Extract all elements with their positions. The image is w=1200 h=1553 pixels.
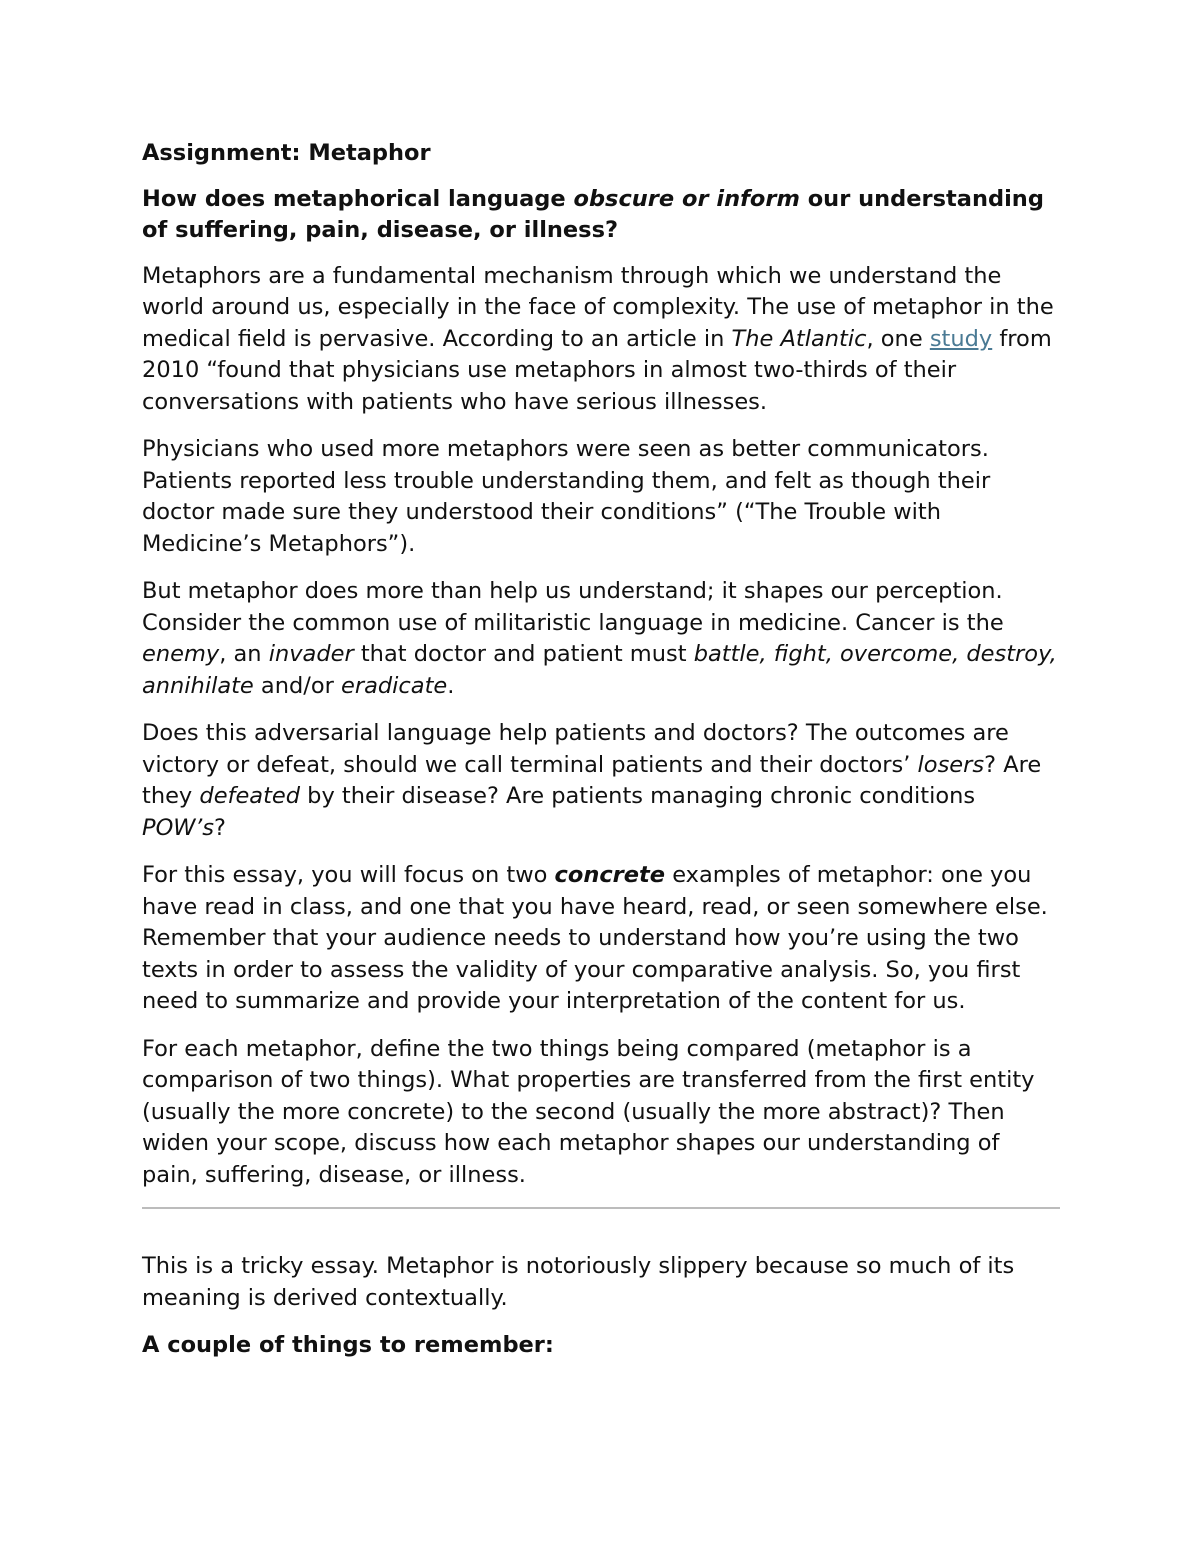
question-emphasis: obscure or inform <box>573 185 800 212</box>
p4-text-3: by their disease? Are patients managing chronic conditions <box>300 783 976 809</box>
p1-text-2: , one <box>866 325 930 352</box>
things-to-remember-heading: A couple of things to remember: <box>142 1332 554 1358</box>
p3-text-1: But metaphor does more than help us understand; it shapes our perception. Consider the common use of militaristic language in medicine. Cancer is the <box>142 578 1004 636</box>
p4-text-1: Does this adversarial language help patients and doctors? The outcomes are victory or defeat, should we call terminal patients and their doctors’ <box>142 720 1009 778</box>
p5-text-2: examples of metaphor: one you have read in class, and one that you have heard, read, or seen somewhere else. Remember that your audience needs to understand how you’re using the two texts in order to assess the validity of your comparative analysis. So, you first need to summarize and provide your interpretation of the content for us. <box>142 862 1048 1014</box>
term-enemy: enemy <box>142 641 220 667</box>
p5-text-1: For this essay, you will focus on two <box>142 862 555 888</box>
term-pows: POW’s <box>142 814 215 841</box>
paragraph-define-comparison: For each metaphor, define the two things being compared (metaphor is a comparison of two things). What properties are transferred from the first entity (usually the more concrete) to the second (usually the more abstract)? Then widen your scope, discuss how each metaphor shapes our understanding of pain, suffering, disease, or illness. <box>142 1035 1035 1188</box>
paragraph-militaristic-language <box>142 576 1060 702</box>
essay-question <box>142 184 1060 247</box>
paragraph-metaphors-intro <box>142 261 1060 419</box>
term-losers: losers <box>917 751 985 778</box>
question-text-2: our understanding of suffering, pain, disease, or illness? <box>142 185 1044 243</box>
paragraph-tricky-essay: This is a tricky essay. Metaphor is notoriously slippery because so much of its meaning is derived contextually. <box>142 1253 1015 1311</box>
question-text-1: How does metaphorical language <box>142 185 574 212</box>
paragraph-adversarial-language <box>142 718 1060 844</box>
paragraph-physicians: Physicians who used more metaphors were seen as better communicators. Patients reported less trouble understanding them, and felt as though their doctor made sure they understood their conditions” (“The Trouble with Medicine’s Metaphors”). <box>142 436 991 557</box>
p3-text-3: that doctor and patient must <box>353 641 694 667</box>
term-concrete: concrete <box>554 862 666 888</box>
p3-text-4: and/or <box>253 672 342 699</box>
p1-text-3: from 2010 “found that physicians use metaphors in almost two-thirds of their conversations with patients who have serious illnesses. <box>142 325 1052 415</box>
p1-text-1: Metaphors are a fundamental mechanism through which we understand the world around us, especially in the face of complexity. The use of metaphor in the medical field is pervasive. According to an article in <box>142 262 1054 352</box>
p3-text-5: . <box>447 672 455 699</box>
p4-text-4: ? <box>214 814 226 841</box>
p4-text-2: ? Are they <box>142 751 1042 809</box>
p3-text-2: , an <box>219 641 269 667</box>
term-verbs: battle, fight, overcome, destroy, annihilate <box>142 641 1057 699</box>
source-title: The Atlantic <box>731 325 867 352</box>
horizontal-divider <box>142 1207 1060 1209</box>
paragraph-essay-focus <box>142 860 1060 1018</box>
document-page <box>142 138 1060 1378</box>
term-defeated: defeated <box>199 783 301 809</box>
term-eradicate: eradicate <box>341 672 448 699</box>
study-link[interactable]: study <box>929 325 993 352</box>
assignment-title: Assignment: Metaphor <box>142 140 431 166</box>
term-invader: invader <box>268 641 354 667</box>
